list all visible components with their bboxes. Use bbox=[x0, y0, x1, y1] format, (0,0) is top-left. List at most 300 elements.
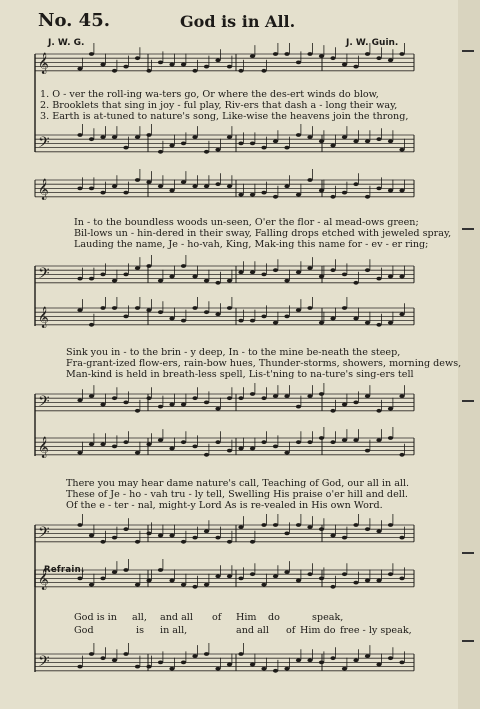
note-head bbox=[284, 315, 289, 319]
lyric-line: Man-kind is held in breath-less spell, Lis-t'ning to na-ture's sing-ers tell bbox=[66, 369, 414, 381]
note-head bbox=[204, 184, 209, 188]
note-head bbox=[192, 275, 197, 279]
note-head bbox=[192, 445, 197, 449]
note-head bbox=[227, 279, 232, 283]
note-head bbox=[192, 536, 197, 540]
note-head bbox=[146, 133, 151, 137]
note-head bbox=[376, 187, 381, 191]
note-head bbox=[77, 523, 82, 527]
note-head bbox=[330, 144, 335, 148]
note-head bbox=[123, 191, 128, 195]
refrain-word: God bbox=[74, 625, 94, 636]
note-head bbox=[261, 69, 266, 73]
note-head bbox=[238, 319, 243, 323]
note-head bbox=[169, 534, 174, 538]
note-head bbox=[204, 65, 209, 69]
note-head bbox=[238, 69, 243, 73]
note-head bbox=[399, 536, 404, 540]
note-head bbox=[307, 658, 312, 662]
note-head bbox=[342, 63, 347, 67]
treble-clef-icon: 𝄞 bbox=[38, 569, 49, 590]
bass-clef-icon: 𝄢 bbox=[38, 393, 50, 414]
note-head bbox=[158, 279, 163, 283]
note-head bbox=[353, 523, 358, 527]
note-head bbox=[100, 403, 105, 407]
note-head bbox=[261, 667, 266, 671]
note-head bbox=[365, 321, 370, 325]
note-head bbox=[215, 182, 220, 186]
note-head bbox=[89, 583, 94, 587]
note-head bbox=[330, 534, 335, 538]
note-head bbox=[227, 574, 232, 578]
note-head bbox=[284, 394, 289, 398]
note-head bbox=[296, 523, 301, 527]
note-head bbox=[135, 451, 140, 455]
lyric-line: In - to the boundless woods un-seen, O'er the flor - al mead-ows green; bbox=[74, 217, 419, 228]
margin-mark bbox=[462, 50, 474, 52]
note-head bbox=[376, 529, 381, 533]
note-head bbox=[169, 667, 174, 671]
note-head bbox=[296, 133, 301, 137]
note-head bbox=[204, 310, 209, 314]
note-head bbox=[204, 583, 209, 587]
note-head bbox=[365, 449, 370, 453]
lyric-line: Fra-grant-ized flow-ers, rain-bow hues, Thunder-storms, showers, morning dews, bbox=[66, 358, 462, 370]
note-head bbox=[238, 525, 243, 529]
note-head bbox=[307, 572, 312, 576]
note-head bbox=[376, 56, 381, 60]
note-head bbox=[146, 396, 151, 400]
refrain-word: in all, bbox=[160, 625, 188, 636]
note-head bbox=[376, 137, 381, 141]
note-head bbox=[215, 574, 220, 578]
note-head bbox=[273, 523, 278, 527]
note-head bbox=[158, 534, 163, 538]
note-head bbox=[135, 306, 140, 310]
note-head bbox=[112, 536, 117, 540]
note-head bbox=[77, 133, 82, 137]
treble-clef-icon: 𝄞 bbox=[38, 307, 49, 328]
note-head bbox=[330, 268, 335, 272]
note-head bbox=[192, 184, 197, 188]
margin-mark bbox=[462, 400, 474, 402]
note-head bbox=[388, 58, 393, 62]
note-head bbox=[330, 440, 335, 444]
note-head bbox=[227, 65, 232, 69]
note-head bbox=[376, 409, 381, 413]
lyric-line: Bil-lows un - hin-dered in their sway, Falling drops etched with jeweled spray, bbox=[74, 228, 452, 240]
note-head bbox=[192, 654, 197, 658]
refrain-word: of bbox=[286, 625, 296, 636]
note-head bbox=[342, 572, 347, 576]
note-head bbox=[181, 142, 186, 146]
note-head bbox=[158, 61, 163, 65]
lyric-line: These of Je - ho - vah tru - ly tell, Swelling His praise o'er hill and dell. bbox=[66, 489, 408, 501]
note-head bbox=[330, 56, 335, 60]
refrain-word: free - ly speak, bbox=[340, 625, 412, 636]
margin-mark bbox=[462, 552, 474, 554]
note-head bbox=[376, 277, 381, 281]
note-head bbox=[146, 665, 151, 669]
note-head bbox=[112, 306, 117, 310]
note-head bbox=[112, 658, 117, 662]
refrain-label: Refrain. bbox=[44, 565, 85, 575]
note-head bbox=[399, 148, 404, 152]
note-head bbox=[215, 536, 220, 540]
note-head bbox=[181, 319, 186, 323]
note-head bbox=[307, 178, 312, 182]
note-head bbox=[100, 540, 105, 544]
lyrics-system-2 bbox=[74, 217, 451, 251]
note-head bbox=[238, 142, 243, 146]
note-head bbox=[123, 273, 128, 277]
note-head bbox=[376, 579, 381, 583]
note-head bbox=[388, 321, 393, 325]
note-head bbox=[135, 409, 140, 413]
note-head bbox=[365, 394, 370, 398]
refrain-word: all, bbox=[132, 612, 147, 623]
note-head bbox=[181, 540, 186, 544]
note-head bbox=[353, 317, 358, 321]
note-head bbox=[388, 656, 393, 660]
note-head bbox=[204, 453, 209, 457]
note-head bbox=[307, 440, 312, 444]
refrain-word: Him bbox=[236, 612, 257, 623]
note-head bbox=[330, 409, 335, 413]
note-head bbox=[100, 577, 105, 581]
note-head bbox=[169, 317, 174, 321]
note-head bbox=[89, 394, 94, 398]
note-head bbox=[238, 447, 243, 451]
note-head bbox=[181, 180, 186, 184]
note-head bbox=[227, 449, 232, 453]
note-head bbox=[192, 585, 197, 589]
note-head bbox=[158, 184, 163, 188]
note-head bbox=[261, 273, 266, 277]
note-head bbox=[399, 189, 404, 193]
words-credit: J. W. G. bbox=[48, 38, 85, 48]
note-head bbox=[330, 195, 335, 199]
note-head bbox=[77, 398, 82, 402]
refrain-word: and all bbox=[236, 625, 269, 636]
treble-clef-icon: 𝄞 bbox=[38, 179, 49, 200]
lyrics-system-3 bbox=[66, 347, 461, 381]
note-head bbox=[135, 266, 140, 270]
note-head bbox=[250, 572, 255, 576]
refrain-word: speak, bbox=[312, 612, 344, 623]
note-head bbox=[146, 264, 151, 268]
bass-clef-icon: 𝄢 bbox=[38, 134, 50, 155]
note-head bbox=[307, 306, 312, 310]
note-head bbox=[330, 317, 335, 321]
refrain-word: Him do bbox=[300, 625, 336, 636]
note-head bbox=[238, 577, 243, 581]
note-head bbox=[307, 525, 312, 529]
note-head bbox=[89, 187, 94, 191]
note-head bbox=[123, 146, 128, 150]
note-head bbox=[77, 308, 82, 312]
note-head bbox=[238, 652, 243, 656]
note-head bbox=[284, 532, 289, 536]
note-head bbox=[353, 401, 358, 405]
note-head bbox=[135, 540, 140, 544]
note-head bbox=[238, 396, 243, 400]
note-head bbox=[89, 137, 94, 141]
note-head bbox=[100, 135, 105, 139]
note-head bbox=[342, 403, 347, 407]
note-head bbox=[284, 451, 289, 455]
note-head bbox=[158, 150, 163, 154]
note-head bbox=[227, 663, 232, 667]
note-head bbox=[204, 150, 209, 154]
note-head bbox=[273, 321, 278, 325]
note-head bbox=[169, 144, 174, 148]
note-head bbox=[365, 268, 370, 272]
note-head bbox=[146, 69, 151, 73]
note-head bbox=[365, 195, 370, 199]
note-head bbox=[284, 146, 289, 150]
note-head bbox=[77, 577, 82, 581]
note-head bbox=[388, 407, 393, 411]
note-head bbox=[273, 268, 278, 272]
note-head bbox=[284, 52, 289, 56]
note-head bbox=[250, 270, 255, 274]
note-head bbox=[181, 583, 186, 587]
note-head bbox=[261, 396, 266, 400]
lyric-line: 2. Brooklets that sing in joy - ful play, Riv-ers that dash a - long their way, bbox=[40, 100, 398, 112]
note-head bbox=[77, 67, 82, 71]
refrain-word: do bbox=[268, 612, 280, 623]
bass-clef-icon: 𝄢 bbox=[38, 653, 50, 674]
note-head bbox=[399, 453, 404, 457]
note-head bbox=[204, 529, 209, 533]
lyric-line: 3. Earth is at-tuned to nature's song, Like-wise the heavens join the throng, bbox=[40, 111, 409, 123]
music-credit: J. W. Guin. bbox=[346, 38, 399, 48]
note-head bbox=[250, 392, 255, 396]
note-head bbox=[388, 275, 393, 279]
note-head bbox=[158, 568, 163, 572]
note-head bbox=[330, 585, 335, 589]
note-head bbox=[296, 440, 301, 444]
note-head bbox=[192, 396, 197, 400]
note-head bbox=[353, 182, 358, 186]
note-head bbox=[250, 193, 255, 197]
note-head bbox=[123, 315, 128, 319]
note-head bbox=[146, 579, 151, 583]
note-head bbox=[181, 661, 186, 665]
note-head bbox=[100, 442, 105, 446]
note-head bbox=[100, 63, 105, 67]
note-head bbox=[365, 527, 370, 531]
note-head bbox=[388, 189, 393, 193]
note-head bbox=[238, 193, 243, 197]
note-head bbox=[192, 306, 197, 310]
note-head bbox=[353, 139, 358, 143]
note-head bbox=[376, 663, 381, 667]
note-head bbox=[284, 279, 289, 283]
note-head bbox=[353, 581, 358, 585]
lyrics-system-1 bbox=[40, 89, 408, 123]
note-head bbox=[296, 658, 301, 662]
lyric-line: Sink you in - to the brin - y deep, In - to the mine be-neath the steep, bbox=[66, 347, 401, 358]
note-head bbox=[296, 308, 301, 312]
note-head bbox=[284, 184, 289, 188]
note-head bbox=[169, 403, 174, 407]
note-head bbox=[261, 440, 266, 444]
note-head bbox=[100, 191, 105, 195]
note-head bbox=[388, 523, 393, 527]
note-head bbox=[261, 523, 266, 527]
note-head bbox=[112, 279, 117, 283]
note-head bbox=[181, 403, 186, 407]
note-head bbox=[399, 394, 404, 398]
note-head bbox=[261, 583, 266, 587]
note-head bbox=[135, 56, 140, 60]
note-head bbox=[307, 266, 312, 270]
note-head bbox=[273, 394, 278, 398]
refrain-word: of bbox=[212, 612, 222, 623]
note-head bbox=[365, 579, 370, 583]
note-head bbox=[89, 323, 94, 327]
note-head bbox=[353, 281, 358, 285]
note-head bbox=[123, 652, 128, 656]
note-head bbox=[365, 52, 370, 56]
note-head bbox=[250, 540, 255, 544]
note-head bbox=[399, 275, 404, 279]
lyric-line: Lauding the name, Je - ho-vah, King, Mak-ing this name for - ev - er ring; bbox=[74, 239, 429, 251]
refrain-word: is bbox=[136, 625, 144, 636]
note-head bbox=[123, 527, 128, 531]
note-head bbox=[250, 319, 255, 323]
note-head bbox=[330, 656, 335, 660]
note-head bbox=[77, 277, 82, 281]
treble-clef-icon: 𝄞 bbox=[38, 437, 49, 458]
bass-clef-icon: 𝄢 bbox=[38, 265, 50, 286]
note-head bbox=[181, 63, 186, 67]
note-head bbox=[296, 270, 301, 274]
refrain-word: God is in bbox=[74, 612, 117, 623]
note-head bbox=[342, 667, 347, 671]
note-head bbox=[158, 405, 163, 409]
note-head bbox=[77, 451, 82, 455]
note-head bbox=[307, 52, 312, 56]
hymn-number: No. 45. bbox=[38, 10, 110, 31]
note-head bbox=[89, 52, 94, 56]
note-head bbox=[399, 661, 404, 665]
note-head bbox=[365, 654, 370, 658]
note-head bbox=[273, 574, 278, 578]
note-head bbox=[146, 442, 151, 446]
note-head bbox=[342, 438, 347, 442]
lyric-line: Of the e - ter - nal, might-y Lord As is re-vealed in His own Word. bbox=[66, 500, 383, 512]
note-head bbox=[215, 312, 220, 316]
note-head bbox=[273, 195, 278, 199]
note-head bbox=[273, 669, 278, 673]
hymn-title: God is in All. bbox=[180, 12, 296, 31]
note-head bbox=[284, 667, 289, 671]
note-head bbox=[204, 279, 209, 283]
note-head bbox=[123, 401, 128, 405]
note-head bbox=[100, 306, 105, 310]
note-head bbox=[250, 142, 255, 146]
note-head bbox=[296, 193, 301, 197]
note-head bbox=[227, 184, 232, 188]
note-head bbox=[307, 394, 312, 398]
note-head bbox=[204, 401, 209, 405]
note-head bbox=[365, 139, 370, 143]
note-head bbox=[158, 310, 163, 314]
note-head bbox=[227, 396, 232, 400]
note-head bbox=[89, 442, 94, 446]
note-head bbox=[146, 308, 151, 312]
note-head bbox=[192, 69, 197, 73]
note-head bbox=[181, 440, 186, 444]
lyric-line: There you may hear dame nature's call, Teaching of God, our all in all. bbox=[66, 478, 410, 489]
note-head bbox=[296, 579, 301, 583]
margin-mark bbox=[462, 228, 474, 230]
note-head bbox=[89, 652, 94, 656]
note-head bbox=[215, 148, 220, 152]
note-head bbox=[353, 658, 358, 662]
note-head bbox=[123, 440, 128, 444]
note-head bbox=[158, 661, 163, 665]
note-head bbox=[296, 405, 301, 409]
note-head bbox=[296, 61, 301, 65]
note-head bbox=[192, 135, 197, 139]
note-head bbox=[273, 52, 278, 56]
margin-mark bbox=[462, 640, 474, 642]
note-head bbox=[342, 306, 347, 310]
note-head bbox=[227, 135, 232, 139]
note-head bbox=[376, 323, 381, 327]
note-head bbox=[388, 139, 393, 143]
note-head bbox=[388, 436, 393, 440]
note-head bbox=[135, 583, 140, 587]
note-head bbox=[261, 191, 266, 195]
note-head bbox=[215, 440, 220, 444]
note-head bbox=[399, 52, 404, 56]
note-head bbox=[376, 438, 381, 442]
note-head bbox=[89, 534, 94, 538]
note-head bbox=[342, 135, 347, 139]
note-head bbox=[135, 135, 140, 139]
note-head bbox=[169, 275, 174, 279]
note-head bbox=[135, 178, 140, 182]
note-head bbox=[77, 665, 82, 669]
note-head bbox=[261, 146, 266, 150]
lyric-line: 1. O - ver the roll-ing wa-ters go, Or where the des-ert winds do blow, bbox=[40, 89, 379, 100]
note-head bbox=[146, 180, 151, 184]
note-head bbox=[250, 663, 255, 667]
note-head bbox=[353, 438, 358, 442]
note-head bbox=[227, 540, 232, 544]
treble-clef-icon: 𝄞 bbox=[38, 53, 49, 74]
note-head bbox=[215, 407, 220, 411]
note-head bbox=[169, 447, 174, 451]
note-head bbox=[399, 577, 404, 581]
note-head bbox=[273, 139, 278, 143]
note-head bbox=[261, 315, 266, 319]
note-head bbox=[169, 579, 174, 583]
note-head bbox=[77, 187, 82, 191]
refrain-word: and all bbox=[160, 612, 193, 623]
note-head bbox=[112, 184, 117, 188]
note-head bbox=[284, 570, 289, 574]
note-head bbox=[158, 438, 163, 442]
note-head bbox=[227, 306, 232, 310]
note-head bbox=[169, 63, 174, 67]
note-head bbox=[146, 532, 151, 536]
